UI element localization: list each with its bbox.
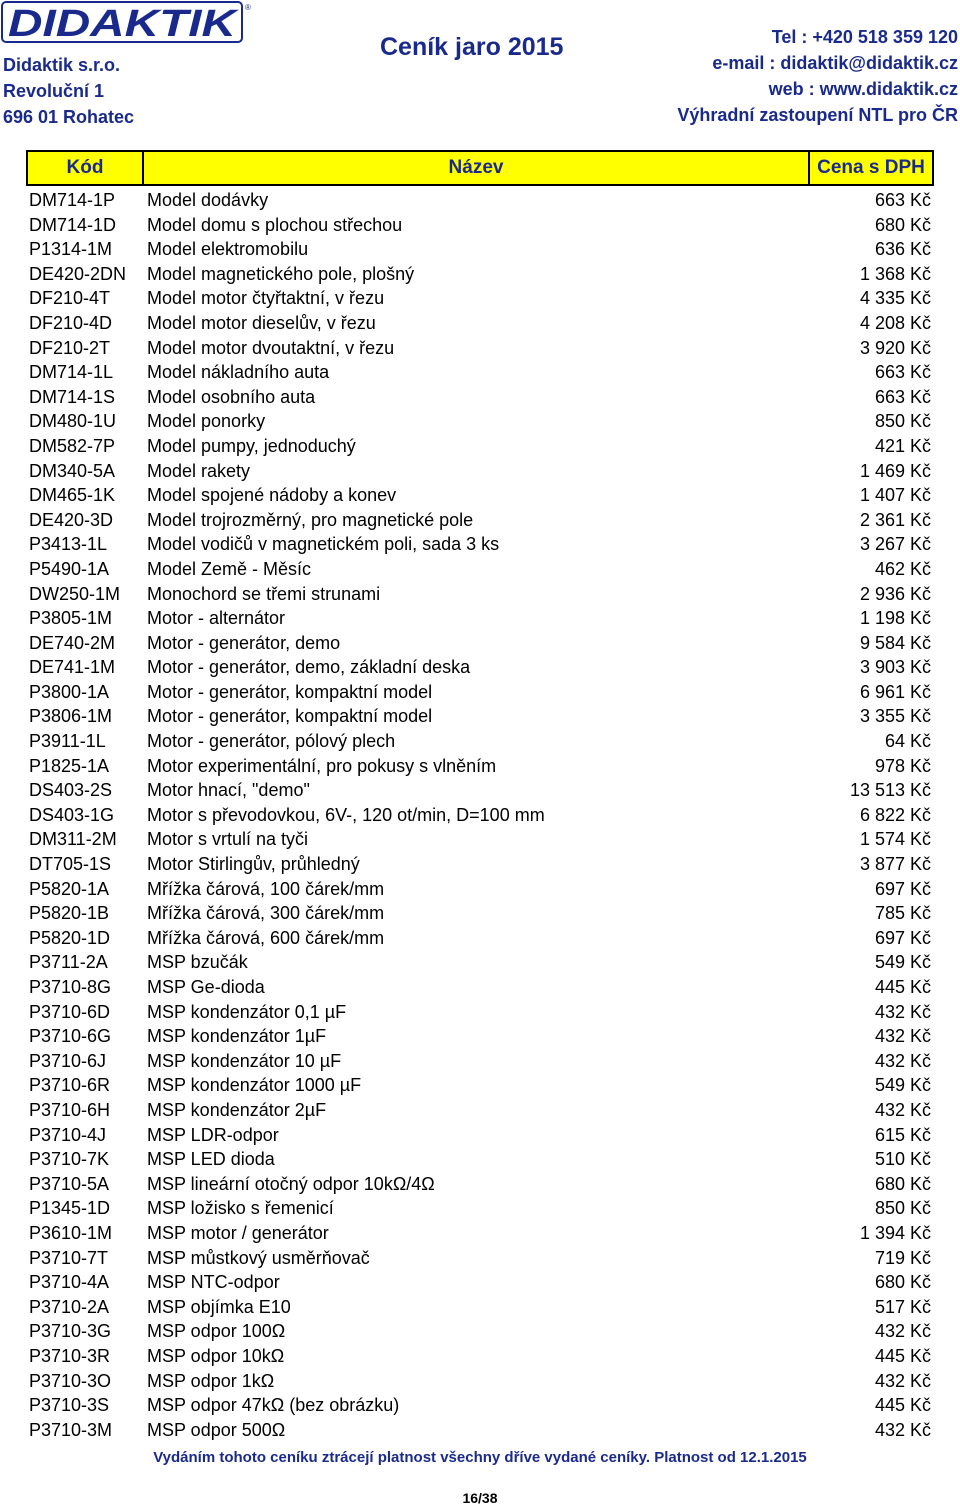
table-row (0, 1123, 960, 1148)
cell-price: 517 Kč (874, 1296, 931, 1317)
cell-name: MSP LDR-odpor (147, 1124, 279, 1145)
table-row (0, 950, 960, 975)
table-row (0, 237, 960, 262)
cell-price: 549 Kč (874, 952, 931, 973)
cell-name: MSP kondenzátor 10 µF (147, 1050, 342, 1071)
cell-code: P3710-3R (29, 1345, 111, 1366)
cell-price: 663 Kč (874, 190, 931, 210)
cell-name: MSP odpor 500Ω (147, 1419, 286, 1440)
table-row (0, 508, 960, 533)
table-row (0, 409, 960, 434)
cell-name: Motor - alternátor (147, 608, 286, 629)
cell-name: Motor - generátor, demo, základní deska (147, 657, 471, 678)
cell-price: 680 Kč (874, 1272, 931, 1293)
cell-price: 850 Kč (874, 1198, 931, 1219)
cell-code: P3710-6H (29, 1099, 111, 1120)
cell-code: DE420-3D (29, 509, 114, 530)
cell-name: Model domu s plochou střechou (147, 214, 403, 235)
table-row (0, 1098, 960, 1123)
cell-name: MSP lineární otočný odpor 10kΩ/4Ω (147, 1173, 435, 1194)
cell-name: MSP kondenzátor 0,1 µF (147, 1001, 347, 1022)
table-row (0, 557, 960, 582)
cell-price: 663 Kč (874, 362, 931, 383)
cell-name: MSP kondenzátor 1µF (147, 1026, 327, 1047)
cell-code: DM582-7P (29, 435, 116, 456)
cell-price: 680 Kč (874, 214, 931, 235)
cell-code: P3800-1A (29, 681, 110, 702)
cell-name: MSP objímka E10 (147, 1296, 291, 1317)
email: e-mail : didaktik@didaktik.cz (712, 53, 958, 73)
table-row (0, 778, 960, 803)
cell-name: Mřížka čárová, 600 čárek/mm (147, 927, 385, 948)
website: web : www.didaktik.cz (768, 79, 958, 99)
table-row (0, 1319, 960, 1344)
cell-code: DM340-5A (29, 460, 116, 481)
table-row (0, 532, 960, 557)
cell-name: MSP odpor 100Ω (147, 1321, 286, 1342)
cell-code: P5820-1B (29, 903, 110, 924)
cell-code: P3413-1L (29, 534, 108, 555)
cell-name: MSP LED dioda (147, 1149, 275, 1170)
cell-code: P3710-7T (29, 1247, 109, 1268)
cell-name: Model vodičů v magnetickém poli, sada 3 ks (147, 534, 500, 555)
table-row (0, 434, 960, 459)
cell-price: 432 Kč (874, 1001, 931, 1022)
table-row (0, 459, 960, 484)
cell-name: Model motor dvoutaktní, v řezu (147, 337, 395, 358)
cell-name: Motor - generátor, kompaktní model (147, 681, 433, 702)
table-row (0, 655, 960, 680)
cell-name: Model pumpy, jednoduchý (147, 435, 356, 456)
cell-price: 697 Kč (874, 927, 931, 948)
cell-code: P3710-5A (29, 1173, 110, 1194)
cell-price: 697 Kč (874, 878, 931, 899)
table-row (0, 1073, 960, 1098)
svg-text:®: ® (245, 3, 251, 12)
cell-code: P3710-4A (29, 1272, 110, 1293)
table-row (0, 286, 960, 311)
cell-code: DS403-1G (29, 804, 115, 825)
table-row (0, 1221, 960, 1246)
cell-price: 3 903 Kč (859, 657, 931, 678)
table-row (0, 754, 960, 779)
cell-name: Motor - generátor, kompaktní model (147, 706, 433, 727)
table-row (0, 1369, 960, 1394)
cell-price: 432 Kč (874, 1099, 931, 1120)
cell-code: DM714-1P (29, 190, 116, 210)
cell-code: P3710-8G (29, 977, 112, 997)
representation: Výhradní zastoupení NTL pro ČR (677, 105, 958, 125)
cell-name: MSP kondenzátor 2µF (147, 1099, 327, 1120)
cell-price: 680 Kč (874, 1173, 931, 1194)
cell-code: P3911-1L (29, 731, 106, 752)
cell-price: 64 Kč (884, 731, 931, 752)
cell-price: 978 Kč (874, 755, 931, 776)
cell-name: Motor s vrtulí na tyči (147, 829, 309, 850)
cell-name: Model ponorky (147, 411, 266, 432)
cell-price: 445 Kč (874, 1395, 931, 1416)
cell-code: P3710-6R (29, 1075, 111, 1096)
cell-name: Mřížka čárová, 300 čárek/mm (147, 903, 385, 924)
table-row (0, 704, 960, 729)
cell-code: P3710-3M (29, 1419, 113, 1440)
cell-price: 1 198 Kč (859, 608, 931, 629)
cell-code: P3610-1M (29, 1222, 113, 1243)
cell-code: P1314-1M (29, 239, 113, 260)
cell-name: Mřížka čárová, 100 čárek/mm (147, 878, 385, 899)
cell-code: DE741-1M (29, 657, 116, 678)
table-row (0, 1418, 960, 1443)
cell-price: 3 920 Kč (859, 337, 931, 358)
table-row (0, 582, 960, 607)
table-row (0, 1024, 960, 1049)
column-header-name: Název (144, 152, 810, 184)
cell-code: P1345-1D (29, 1198, 111, 1219)
table-row (0, 1000, 960, 1025)
cell-name: Monochord se třemi strunami (147, 583, 381, 604)
table-row (0, 336, 960, 361)
cell-code: DS403-2S (29, 780, 113, 801)
cell-code: P1825-1A (29, 755, 110, 776)
svg-text:DIDAKTIK: DIDAKTIK (8, 3, 240, 45)
cell-price: 432 Kč (874, 1419, 931, 1440)
cell-price: 445 Kč (874, 977, 931, 997)
company-city: 696 01 Rohatec (3, 107, 135, 127)
table-row (0, 385, 960, 410)
cell-code: P3710-6G (29, 1026, 112, 1047)
table-row (0, 1246, 960, 1271)
phone: Tel : +420 518 359 120 (771, 27, 958, 47)
table-row (0, 311, 960, 336)
table-row (0, 606, 960, 631)
cell-name: MSP Ge-dioda (147, 977, 265, 997)
cell-name: MSP odpor 47kΩ (bez obrázku) (147, 1395, 400, 1416)
cell-name: MSP bzučák (147, 952, 248, 973)
table-row (0, 1393, 960, 1418)
cell-price: 432 Kč (874, 1050, 931, 1071)
cell-code: DF210-4D (29, 312, 113, 333)
cell-code: P3710-3O (29, 1370, 112, 1391)
table-row (0, 680, 960, 705)
cell-name: Model motor dieselův, v řezu (147, 312, 376, 333)
cell-price: 6 961 Kč (859, 681, 931, 702)
cell-name: MSP motor / generátor (147, 1222, 329, 1243)
cell-price: 6 822 Kč (859, 804, 931, 825)
cell-name: MSP NTC-odpor (147, 1272, 280, 1293)
cell-price: 549 Kč (874, 1075, 931, 1096)
cell-price: 3 355 Kč (859, 706, 931, 727)
cell-code: DF210-4T (29, 288, 111, 309)
cell-price: 432 Kč (874, 1370, 931, 1391)
table-row (0, 1172, 960, 1197)
cell-name: Model Země - Měsíc (147, 558, 312, 579)
cell-code: DM714-1S (29, 386, 116, 407)
table-row (0, 852, 960, 877)
cell-name: Motor s převodovkou, 6V-, 120 ot/min, D=100 mm (147, 804, 545, 825)
cell-price: 445 Kč (874, 1345, 931, 1366)
cell-code: P5820-1A (29, 878, 110, 899)
column-header-price: Cena s DPH (817, 157, 925, 178)
cell-code: P3806-1M (29, 706, 113, 727)
cell-name: Motor - generátor, pólový plech (147, 731, 396, 752)
cell-code: DE740-2M (29, 632, 116, 653)
cell-price: 3 877 Kč (859, 854, 931, 875)
cell-name: MSP ložisko s řemenicí (147, 1198, 334, 1219)
cell-code: DF210-2T (29, 337, 111, 358)
cell-code: DM714-1D (29, 214, 117, 235)
company-name: Didaktik s.r.o. (3, 55, 121, 75)
table-row (0, 1196, 960, 1221)
company-address (3, 52, 134, 130)
cell-price: 1 469 Kč (859, 460, 931, 481)
table-row (0, 1344, 960, 1369)
cell-code: DE420-2DN (29, 263, 127, 284)
cell-price: 1 574 Kč (859, 829, 931, 850)
table-row (0, 262, 960, 287)
cell-code: DM311-2M (29, 829, 117, 850)
cell-price: 1 407 Kč (859, 485, 931, 506)
cell-code: DW250-1M (29, 583, 121, 604)
didaktik-logo (2, 0, 250, 48)
cell-code: DM480-1U (29, 411, 117, 432)
cell-name: Motor Stirlingův, průhledný (147, 854, 360, 875)
cell-code: P5490-1A (29, 558, 110, 579)
cell-code: P3711-2A (29, 952, 108, 973)
table-row (0, 827, 960, 852)
cell-price: 4 208 Kč (859, 312, 931, 333)
cell-code: DT705-1S (29, 854, 112, 875)
cell-name: Model rakety (147, 460, 251, 481)
contact-info (677, 24, 958, 128)
cell-price: 1 368 Kč (859, 263, 931, 284)
cell-name: Model magnetického pole, plošný (147, 263, 415, 284)
cell-price: 785 Kč (874, 903, 931, 924)
cell-price: 3 267 Kč (859, 534, 931, 555)
cell-price: 9 584 Kč (859, 632, 931, 653)
cell-price: 2 936 Kč (859, 583, 931, 604)
cell-name: MSP můstkový usměrňovač (147, 1247, 370, 1268)
document-title: Ceník jaro 2015 (380, 33, 564, 61)
table-row (0, 483, 960, 508)
cell-price: 850 Kč (874, 411, 931, 432)
table-row (0, 213, 960, 238)
table-row (0, 729, 960, 754)
cell-name: MSP odpor 10kΩ (147, 1345, 285, 1366)
cell-price: 462 Kč (874, 558, 931, 579)
cell-name: MSP kondenzátor 1000 µF (147, 1075, 362, 1096)
cell-price: 1 394 Kč (859, 1222, 931, 1243)
table-row (0, 360, 960, 385)
cell-price: 663 Kč (874, 386, 931, 407)
cell-code: P5820-1D (29, 927, 111, 948)
cell-name: Model motor čtyřtaktní, v řezu (147, 288, 385, 309)
price-table-body (0, 188, 960, 1442)
table-row (0, 926, 960, 951)
cell-name: Model trojrozměrný, pro magnetické pole (147, 509, 474, 530)
cell-price: 4 335 Kč (859, 288, 931, 309)
cell-code: DM714-1L (29, 362, 114, 383)
cell-name: Motor experimentální, pro pokusy s vlněním (147, 755, 497, 776)
cell-price: 510 Kč (874, 1149, 931, 1170)
table-header (26, 150, 934, 186)
page-number: 16/38 (462, 1490, 498, 1506)
cell-price: 615 Kč (874, 1124, 931, 1145)
cell-price: 421 Kč (874, 435, 931, 456)
table-row (0, 1147, 960, 1172)
cell-name: Model nákladního auta (147, 362, 330, 383)
cell-price: 719 Kč (874, 1247, 931, 1268)
column-header-code: Kód (28, 152, 144, 184)
cell-name: Model spojené nádoby a konev (147, 485, 397, 506)
cell-code: P3710-2A (29, 1296, 110, 1317)
cell-price: 636 Kč (874, 239, 931, 260)
cell-code: DM465-1K (29, 485, 116, 506)
table-row (0, 877, 960, 902)
validity-note: Vydáním tohoto ceníku ztrácejí platnost všechny dříve vydané ceníky. Platnost od 12.1.2015 (153, 1449, 807, 1466)
cell-name: Model dodávky (147, 190, 269, 210)
cell-name: Model osobního auta (147, 386, 316, 407)
cell-name: Motor hnací, "demo" (147, 780, 310, 801)
cell-price: 2 361 Kč (859, 509, 931, 530)
table-row (0, 1295, 960, 1320)
table-row (0, 803, 960, 828)
cell-code: P3710-3G (29, 1321, 112, 1342)
cell-price: 432 Kč (874, 1321, 931, 1342)
table-row (0, 631, 960, 656)
cell-code: P3805-1M (29, 608, 113, 629)
cell-code: P3710-6D (29, 1001, 111, 1022)
cell-code: P3710-3S (29, 1395, 110, 1416)
table-row (0, 188, 960, 213)
cell-code: P3710-6J (29, 1050, 107, 1071)
company-street: Revoluční 1 (3, 81, 105, 101)
cell-code: P3710-4J (29, 1124, 107, 1145)
cell-price: 13 513 Kč (849, 780, 931, 801)
table-row (0, 901, 960, 926)
table-row (0, 1049, 960, 1074)
table-row (0, 975, 960, 1000)
cell-code: P3710-7K (29, 1149, 110, 1170)
cell-name: Motor - generátor, demo (147, 632, 341, 653)
cell-name: MSP odpor 1kΩ (147, 1370, 275, 1391)
cell-price: 432 Kč (874, 1026, 931, 1047)
cell-name: Model elektromobilu (147, 239, 309, 260)
table-row (0, 1270, 960, 1295)
